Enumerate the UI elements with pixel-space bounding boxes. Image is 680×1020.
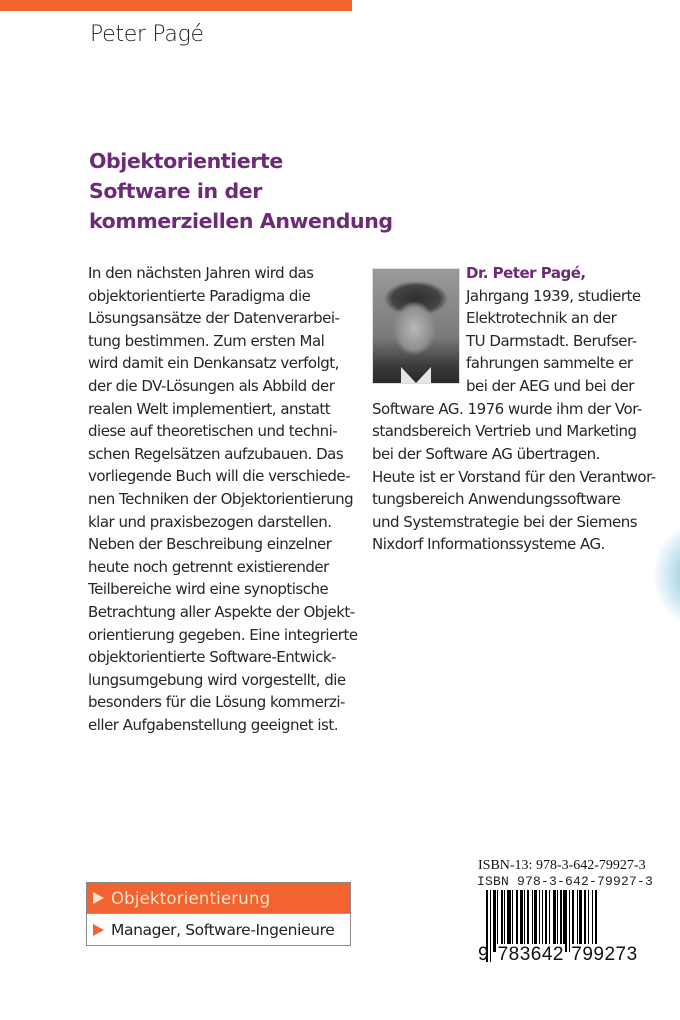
author-bio-continued <box>372 398 672 556</box>
bio-line: Elektrotechnik an der <box>466 309 617 328</box>
title-line: kommerziellen Anwendung <box>89 209 393 233</box>
bio-line: Heute ist er Vorstand für den Verantwor- <box>372 467 656 486</box>
bio-line: bei der Software AG übertragen. <box>372 444 600 463</box>
book-description <box>88 262 363 736</box>
audience-label: Manager, Software-Ingenieure <box>111 920 335 939</box>
author-portrait-photo <box>372 268 460 384</box>
bio-line: fahrungen sammelte er <box>466 354 633 373</box>
description-line: schen Regelsätzen aufzubauen. Das <box>88 444 344 463</box>
description-line: heute noch getrennt existierender <box>88 557 329 576</box>
barcode-group-2: 799273 <box>571 944 638 965</box>
bio-line: bei der AEG und bei der <box>466 376 634 395</box>
title-line: Objektorientierte <box>89 149 283 173</box>
barcode-group-1: 783642 <box>497 944 564 965</box>
book-title <box>89 146 393 236</box>
audience-category <box>87 913 350 945</box>
description-line: orientierung gegeben. Eine integrierte <box>88 625 358 644</box>
description-line: tung bestimmen. Zum ersten Mal <box>88 331 325 350</box>
barcode-digits <box>478 944 639 966</box>
bio-line: TU Darmstadt. Berufser- <box>466 331 637 350</box>
description-line: besonders für die Lösung kommerzi- <box>88 693 345 712</box>
bio-line: Software AG. 1976 wurde ihm der Vor- <box>372 399 642 418</box>
description-line: realen Welt implementiert, anstatt <box>88 399 331 418</box>
author-bio <box>466 262 676 398</box>
bio-line: und Systemstrategie bei der Siemens <box>372 512 638 531</box>
description-line: klar und praxisbezogen darstellen. <box>88 512 332 531</box>
barcode-lead-digit: 9 <box>478 944 489 965</box>
subject-label: Objektorientierung <box>111 888 271 908</box>
bio-line: standsbereich Vertrieb und Marketing <box>372 422 637 441</box>
triangle-right-icon <box>93 924 104 936</box>
triangle-right-icon <box>93 892 104 904</box>
description-line: Neben der Beschreibung einzelner <box>88 535 332 554</box>
description-line: der die DV-Lösungen als Abbild der <box>88 376 335 395</box>
description-line: diese auf theoretischen und techni- <box>88 422 338 441</box>
description-line: nen Techniken der Objektorientierung <box>88 489 354 508</box>
author-bio-name: Dr. Peter Pagé, <box>466 264 586 282</box>
description-line: objektorientierte Paradigma die <box>88 286 311 305</box>
description-line: wird damit ein Denkansatz verfolgt, <box>88 354 339 373</box>
subject-category <box>87 883 350 913</box>
description-line: objektorientierte Software-Entwick- <box>88 648 336 667</box>
bio-line: tungsbereich Anwendungssoftware <box>372 490 621 509</box>
description-line: eller Aufgabenstellung geeignet ist. <box>88 715 338 734</box>
author-name: Peter Pagé <box>90 22 204 47</box>
top-accent-bar <box>0 0 352 11</box>
bio-line: Jahrgang 1939, studierte <box>466 286 641 305</box>
title-line: Software in der <box>89 179 262 203</box>
isbn-label: ISBN 978-3-642-79927-3 <box>477 874 654 889</box>
bio-line: Nixdorf Informationssysteme AG. <box>372 535 605 554</box>
shirt-collar <box>401 367 431 383</box>
description-line: In den nächsten Jahren wird das <box>88 264 314 282</box>
description-line: Betrachtung aller Aspekte der Objekt- <box>88 602 355 621</box>
category-box <box>86 882 351 946</box>
description-line: vorliegende Buch will die verschiede- <box>88 467 351 486</box>
isbn13-label: ISBN-13: 978-3-642-79927-3 <box>478 858 646 873</box>
description-line: lungsumgebung wird vorgestellt, die <box>88 670 346 689</box>
description-line: Teilbereiche wird eine synoptische <box>88 580 329 599</box>
description-line: Lösungsansätze der Datenverarbei- <box>88 309 340 328</box>
